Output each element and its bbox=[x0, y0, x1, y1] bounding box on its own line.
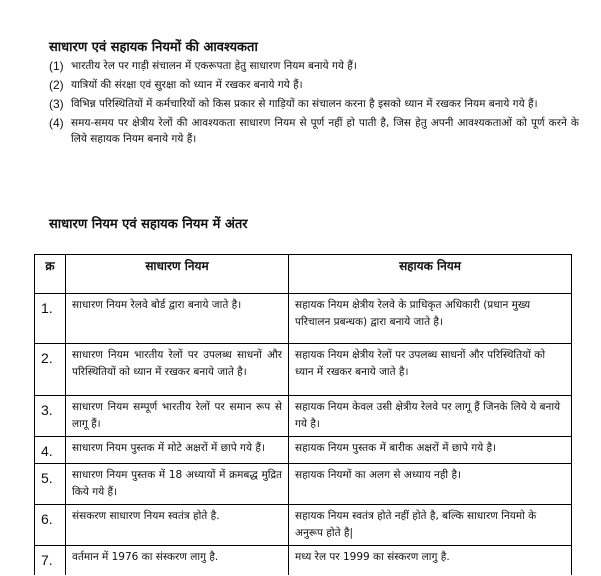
general-cell: साधारण नियम सम्पूर्ण भारतीय रेलों पर समान रूप से लागू हैं। bbox=[66, 396, 289, 437]
general-cell: साधारण नियम रेलवे बोर्ड द्वारा बनाये जाते है। bbox=[66, 294, 289, 344]
general-cell: संसकरण साधारण नियम स्वतंत्र होते है. bbox=[66, 505, 289, 546]
list-item bbox=[49, 115, 579, 147]
section-title-need: साधारण एवं सहायक नियमों की आवश्यकता bbox=[49, 40, 258, 55]
item-number: (1) bbox=[49, 59, 64, 73]
row-number: 3. bbox=[35, 396, 66, 437]
subsidiary-cell: सहायक नियम स्वतंत्र होते नहीं होते है, बल्कि साधारण नियमो के अनुरूप होते है| bbox=[289, 505, 572, 546]
subsidiary-cell: सहायक नियम क्षेत्रीय रेलवे के प्राधिकृत अधिकारी (प्रधान मुख्य परिचालन प्रबन्धक) द्वारा बनाये जाते है। bbox=[289, 294, 572, 344]
row-number: 6. bbox=[35, 505, 66, 546]
list-item bbox=[49, 96, 579, 112]
item-text: यात्रियों की संरक्षा एवं सुरक्षा को ध्यान में रखकर बनाये गये हैं। bbox=[71, 79, 303, 91]
item-number: (3) bbox=[49, 97, 64, 111]
table-row bbox=[35, 396, 572, 437]
difference-table bbox=[34, 254, 572, 575]
table-header-row bbox=[35, 255, 572, 294]
general-cell: साधारण नियम पुस्तक में 18 अध्यायों में क्रमबद्ध मुद्रित किये गये हैं। bbox=[66, 464, 289, 505]
subsidiary-cell: सहायक नियम पुस्तक में बारीक अक्षरों में छापे गये है। bbox=[289, 437, 572, 464]
row-number: 1. bbox=[35, 294, 66, 344]
row-number: 4. bbox=[35, 437, 66, 464]
subsidiary-cell: सहायक नियमों का अलग से अध्याय नही है। bbox=[289, 464, 572, 505]
table-row bbox=[35, 505, 572, 546]
item-number: (2) bbox=[49, 78, 64, 92]
table-row bbox=[35, 464, 572, 505]
subsidiary-cell: मध्य रेल पर 1999 का संस्करण लागु है. bbox=[289, 546, 572, 576]
table-row bbox=[35, 344, 572, 396]
header-subsidiary-rules: सहायक नियम bbox=[289, 255, 572, 294]
general-cell: साधारण नियम भारतीय रेलों पर उपलब्ध साधनों और परिस्थितियों को ध्यान में रखकर बनाये जाते है। bbox=[66, 344, 289, 396]
header-general-rules: साधारण नियम bbox=[66, 255, 289, 294]
list-item bbox=[49, 58, 579, 74]
item-text: समय-समय पर क्षेत्रीय रेलों की आवश्यकता साधारण नियम से पूर्ण नहीं हो पाती है, जिस हेतु अपनी आवश्यकताओं को पूर्ण करने के लिये सहायक नियम बनाये गये हैं। bbox=[71, 117, 579, 145]
need-list bbox=[49, 58, 579, 150]
table-row bbox=[35, 437, 572, 464]
subsidiary-cell: सहायक नियम केवल उसी क्षेत्रीय रेलवे पर लागू हैं जिनके लिये ये बनाये गये है। bbox=[289, 396, 572, 437]
header-serial: क्र bbox=[35, 255, 66, 294]
row-number: 7. bbox=[35, 546, 66, 576]
row-number: 2. bbox=[35, 344, 66, 396]
row-number: 5. bbox=[35, 464, 66, 505]
item-number: (4) bbox=[49, 116, 64, 130]
general-cell: वर्तमान में 1976 का संस्करण लागु है. bbox=[66, 546, 289, 576]
general-cell: साधारण नियम पुस्तक में मोटे अक्षरों में छापे गये हैं। bbox=[66, 437, 289, 464]
table-row bbox=[35, 294, 572, 344]
subsidiary-cell: सहायक नियम क्षेत्रीय रेलों पर उपलब्ध साधनों और परिस्थितियों को ध्यान में रखकर बनाये जाते है। bbox=[289, 344, 572, 396]
item-text: भारतीय रेल पर गाड़ी संचालन में एकरूपता हेतु साधारण नियम बनाये गये हैं। bbox=[71, 60, 357, 72]
section-title-difference: साधारण नियम एवं सहायक नियम में अंतर bbox=[49, 217, 248, 232]
item-text: विभिन्न परिस्थितियों में कर्मचारियों को किस प्रकार से गाड़ियों का संचालन करना है इसको ध्यान में रखकर नियम बनाये गये हैं। bbox=[71, 98, 538, 110]
table-row bbox=[35, 546, 572, 576]
list-item bbox=[49, 77, 579, 93]
